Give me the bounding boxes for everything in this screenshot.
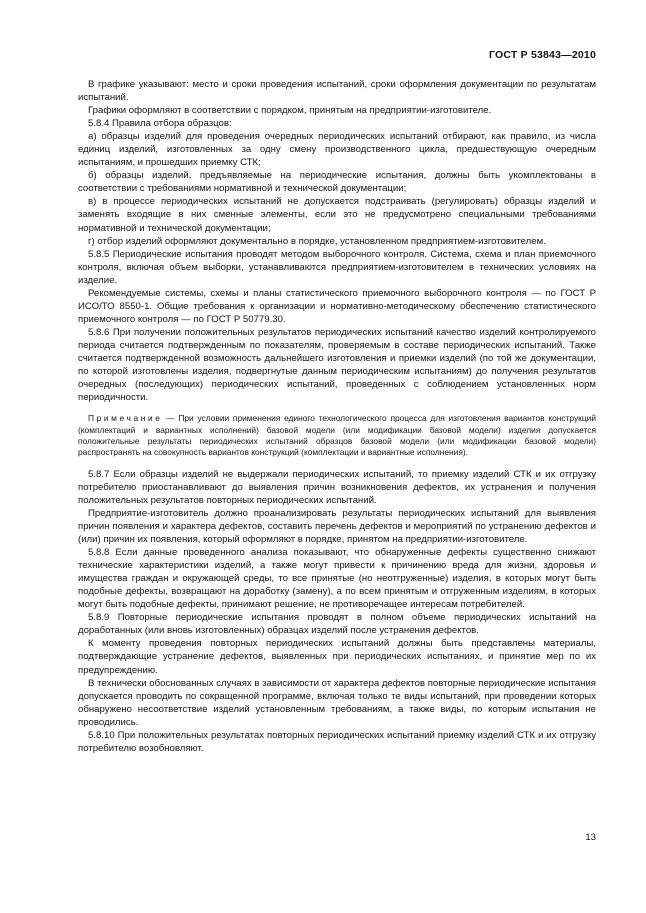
paragraph-5-8-10: 5.8.10 При положительных результатах повторных периодических испытаний приемку изделий СТК и их отгрузку потребителю возобновляют. (78, 729, 596, 754)
list-item-g: г) отбор изделий оформляют документально в порядке, установленном предприятием-изготовителем. (88, 235, 546, 247)
list-item-a: а) образцы изделий для проведения очередных периодических испытаний отбирают, как правило, из числа единиц изделий, изготовленных за одну смену производственного цикла, предшествующую очередным испытаниям, и прошедших приемку СТК; (78, 131, 596, 169)
note-text: — При условии применения единого технологического процесса для изготовления вариантов конструкций (комплектаций и вариантных исполнений) базовой модели (или модификации базовой модели) изделия допускается положительные результаты периодических испытаний образцов базовой модели (или модификации базовой модели) распространять на совокупность вариантов конструкций (комплектации и вариантные исполнения). (78, 413, 596, 458)
section-heading-5-8-4: 5.8.4 Правила отбора образцов: (88, 118, 232, 130)
paragraph-5-8-9: 5.8.9 Повторные периодические испытания проводят в полном объеме периодических испытаний на доработанных (или вновь изготовленных) образцах изделий после устранения дефектов. (78, 612, 596, 637)
page-number: 13 (585, 832, 596, 843)
list-item-v: в) в процессе периодических испытаний не допускается подстраивать (регулировать) образцы изделий и заменять входящие в них сменные элементы, если это не предусмотрено специальными требованиями нормативной и технической документации; (78, 196, 596, 234)
paragraph: Графики оформляют в соответствии с порядком, принятым на предприятии-изготовителе. (88, 105, 492, 117)
paragraph-5-8-7: 5.8.7 Если образцы изделий не выдержали периодических испытаний, то приемку изделий СТК и их отгрузку потребителю приостанавливают до выявления причин возникновения дефектов, их устранения и получения положительных результатов повторных периодических испытаний. (78, 468, 596, 506)
list-item-b: б) образцы изделий, предъявляемые на периодические испытания, должны быть укомплектованы в соответствии с требованиями нормативной и технической документации; (78, 170, 596, 195)
note-block (78, 413, 596, 459)
paragraph: В технически обоснованных случаях в зависимости от характера дефектов повторные периодические испытания допускается проводить по сокращенной программе, включая только те виды испытаний, при проведении которых обнаружено несоответствие изделий установленным требованиям, а также виды, по которым испытания не проводились. (78, 677, 596, 728)
paragraph: В графике указывают: место и сроки проведения испытаний, сроки оформления документации по результатам испытаний. (78, 79, 596, 104)
paragraph: Рекомендуемые системы, схемы и планы статистического приемочного выборочного контроля — по ГОСТ Р ИСО/ТО 8550-1. Общие требования к организации и нормативно-методическому обеспечению статистического приемочного контроля — по ГОСТ Р 50779.30. (78, 287, 596, 325)
paragraph-5-8-6: 5.8.6 При получении положительных результатов периодических испытаний качество изделий контролируемого периода считается подтвержденным по показателям, проверяемым в составе периодических испытаний. Также считается подтвержденной возможность дальнейшего изготовления и приемки изделий (по той же документации, по которой изготовлены изделия, подвергнутые данным периодическим испытаниям) до получения результатов очередных (последующих) периодических испытаний, проведенных с соблюдением установленных норм периодичности. (78, 326, 596, 404)
paragraph: К моменту проведения повторных периодических испытаний должны быть представлены материалы, подтверждающие устранение дефектов, выявленных при периодических испытаниях, и принятие мер по их предупреждению. (78, 638, 596, 676)
document-header: ГОСТ Р 53843—2010 (488, 49, 596, 61)
paragraph: Предприятие-изготовитель должно проанализировать результаты периодических испытаний для выявления причин появления и характера дефектов, составить перечень дефектов и мероприятий по устранению дефектов и (или) причин их появления, который оформляют в порядке, принятом на предприятии-изготовителе. (78, 507, 596, 546)
paragraph-5-8-8: 5.8.8 Если данные проведенного анализа показывают, что обнаруженные дефекты существенно снижают технические характеристики изделий, а также могут привести к причинению вреда для жизни, здоровья и имущества граждан и окружающей среды, то все принятые (но неотгруженные) изделия, в которых могут быть подобные дефекты, возвращают на доработку (замену), а по всем принятым и отгруженным изделиям, в которых могут быть подобные дефекты, принимают решение, не противоречащее интересам потребителей. (78, 547, 596, 611)
note-label: Примечание (88, 413, 163, 424)
paragraph-5-8-5: 5.8.5 Периодические испытания проводят методом выборочного контроля. Система, схема и план приемочного контроля, включая объем выборки, устанавливаются предприятием-изготовителем в технических условиях на изделие. (78, 248, 596, 286)
document-body (78, 78, 596, 755)
